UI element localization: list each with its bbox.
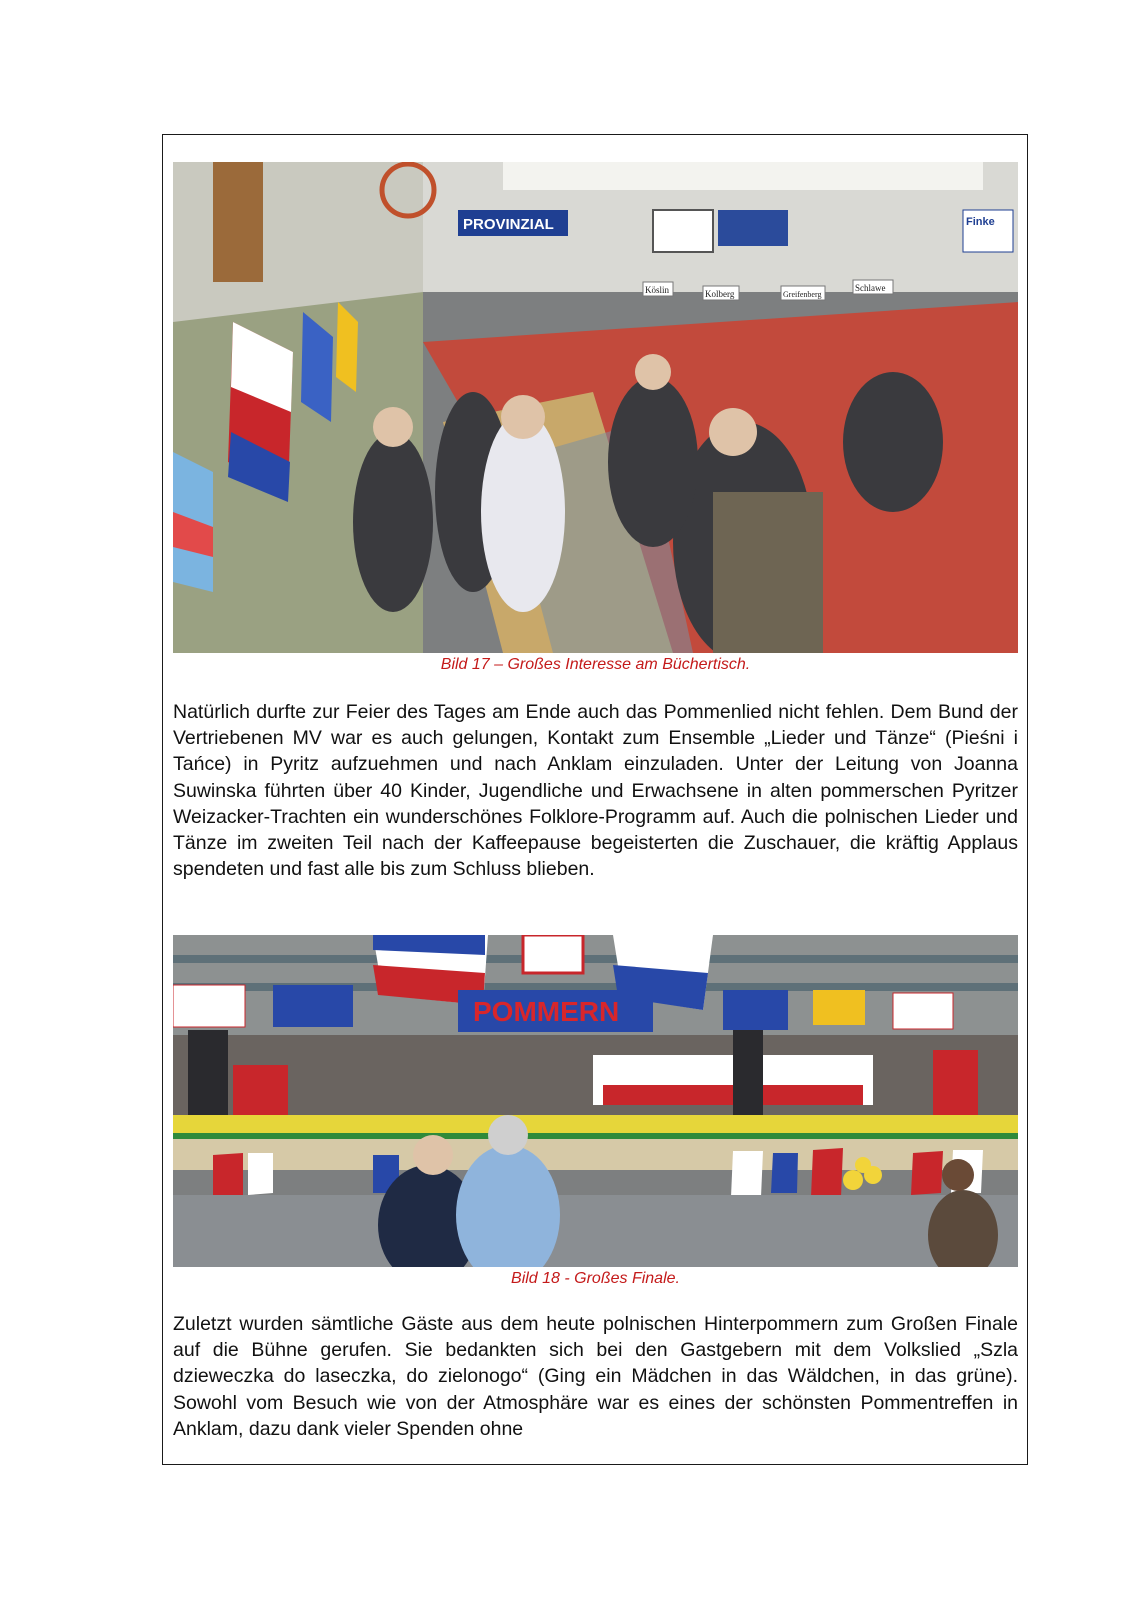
banner-pommern: POMMERN (473, 996, 620, 1027)
photo-grand-finale (173, 935, 1018, 1267)
banner-finke: Finke (966, 216, 995, 228)
pennant-greifenberg: Greifenberg (783, 290, 822, 299)
photo-book-table (173, 162, 1018, 653)
figure-caption-17: Bild 17 – Großes Interesse am Büchertisch. (440, 656, 751, 673)
figure-caption-18: Bild 18 - Großes Finale. (511, 1270, 680, 1287)
pennant-koslin: Köslin (645, 285, 670, 295)
banner-provinzial: PROVINZIAL (463, 216, 554, 233)
pennant-kolberg: Kolberg (705, 289, 735, 299)
pennant-schlawe: Schlawe (855, 283, 886, 293)
body-paragraph-1: Natürlich durfte zur Feier des Tages am Ende auch das Pommenlied nicht fehlen. Dem Bund der Vertriebenen MV war es auch gelungen, Kontakt zum Ensemble „Lieder und Tänze“ (Pieśni i Tańce) in Pyritz aufzuehmen und nach Anklam einzuladen. Unter der Leitung von Joanna Suwinska führten über 40 Kinder, Jugendliche und Erwachsene in alten pommerschen Pyritzer Weizacker-Trachten ein wunderschönes Folklore-Programm auf. Auch die polnischen Lieder und Tänze im zweiten Teil nach der Kaffeepause begeisterten die Zuschauer, die kräftig Applaus spendeten und fast alle bis zum Schluss blieben. (173, 701, 1018, 881)
body-paragraph-2: Zuletzt wurden sämtliche Gäste aus dem heute polnischen Hinterpommern zum Großen Finale auf die Bühne gerufen. Sie bedankten sich bei den Gastgebern mit dem Volkslied „Szla dzieweczka do laseczka, do zielonogo“ (Ging ein Mädchen in das Wäldchen, in das grüne). Sowohl vom Besuch wie von der Atmosphäre war es eines der schönsten Pommentreffen in Anklam, dazu dank vieler Spenden ohne (173, 1313, 1018, 1440)
